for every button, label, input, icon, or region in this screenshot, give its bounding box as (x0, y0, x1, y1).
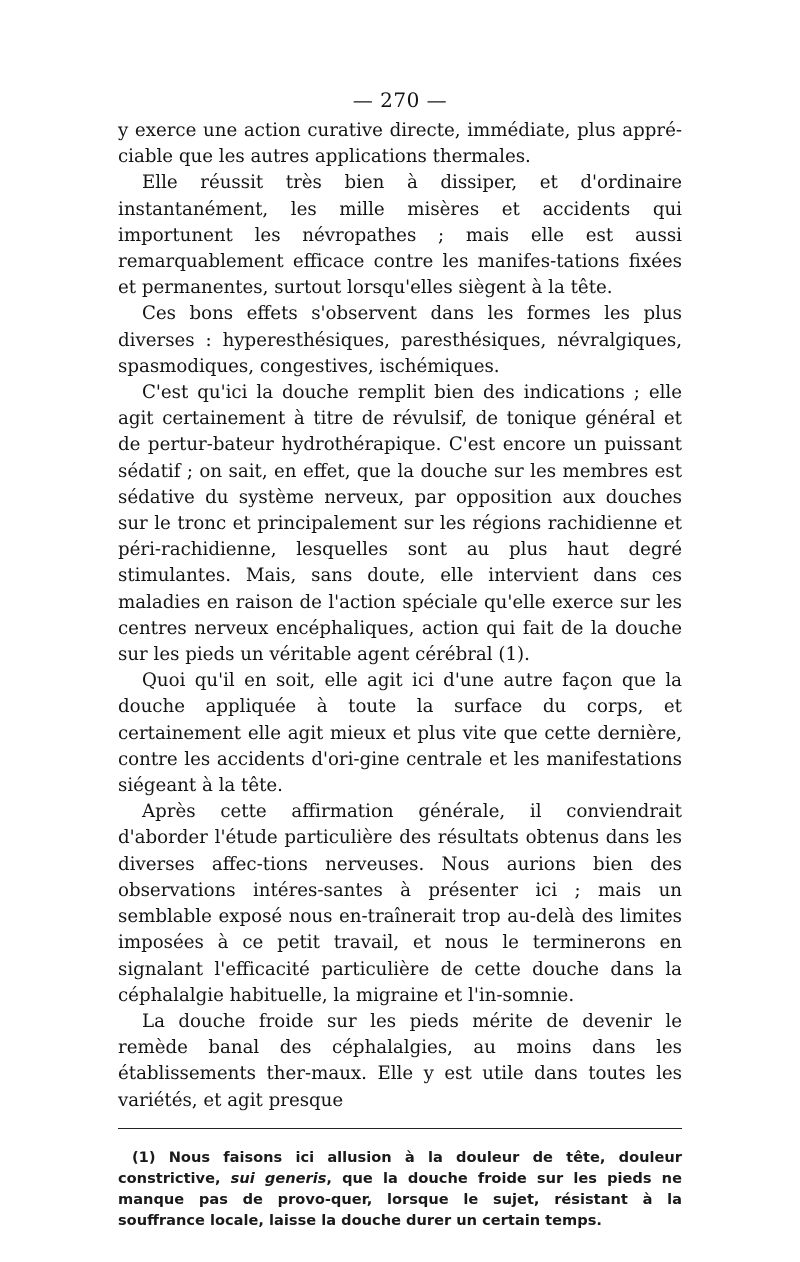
paragraph-3: Ces bons effets s'observent dans les formes les plus diverses : hyperesthésiques, paresthésiques, névralgiques, spasmodiques, congestives, ischémiques. (118, 303, 682, 377)
body-text (118, 118, 682, 1114)
footnote-text-after: , que la douche froide sur les pieds ne manque pas de provo-quer, lorsque le sujet, résistant à la souffrance locale, laisse la douche durer un certain temps. (118, 1169, 682, 1229)
footnote (118, 1147, 682, 1231)
book-page (118, 86, 682, 1231)
paragraph-7: La douche froide sur les pieds mérite de devenir le remède banal des céphalalgies, au moins dans les établissements ther-maux. Elle y est utile dans toutes les variétés, et agit presque (118, 1010, 682, 1111)
paragraph-5: Quoi qu'il en soit, elle agit ici d'une autre façon que la douche appliquée à toute la surface du corps, et certainement elle agit mieux et plus vite que cette dernière, contre les accidents d'ori-gine centrale et les manifestations siégeant à la tête. (118, 670, 682, 797)
page-number: — 270 — (352, 88, 448, 112)
paragraph-6: Après cette affirmation générale, il conviendrait d'aborder l'étude particulière des résultats obtenus dans les diverses affec-tions nerveuses. Nous aurions bien des observations intéres-santes à présenter ici ; mais un semblable exposé nous en-traînerait trop au-delà des limites imposées à ce petit travail, et nous le terminerons en signalant l'efficacité particulière de cette douche dans la céphalalgie habituelle, la migraine et l'in-somnie. (118, 801, 682, 1006)
footnote-text-before: Nous faisons ici allusion à la douleur de tête, douleur constrictive, (118, 1148, 682, 1187)
paragraph-4: C'est qu'ici la douche remplit bien des indications ; elle agit certainement à titre de révulsif, de tonique général et de pertur-bateur hydrothérapique. C'est encore un puissant sédatif ; on sait, en effet, que la douche sur les membres est sédative du système nerveux, par opposition aux douches sur le tronc et principalement sur les régions rachidienne et péri-rachidienne, lesquelles sont au plus haut degré stimulantes. Mais, sans doute, elle intervient dans ces maladies en raison de l'action spéciale qu'elle exerce sur les centres nerveux encéphaliques, action qui fait de la douche sur les pieds un véritable agent cérébral (1). (118, 382, 682, 666)
footnote-italic: sui generis (230, 1169, 327, 1187)
footnote-rule (118, 1128, 682, 1129)
paragraph-1: y exerce une action curative directe, immédiate, plus appré-ciable que les autres applications thermales. (118, 120, 682, 168)
paragraph-2: Elle réussit très bien à dissiper, et d'ordinaire instantanément, les mille misères et accidents qui importunent les névropathes ; mais elle est aussi remarquablement efficace contre les manifes-tations fixées et permanentes, surtout lorsqu'elles siègent à la tête. (118, 172, 682, 299)
footnote-marker: (1) (132, 1148, 156, 1166)
